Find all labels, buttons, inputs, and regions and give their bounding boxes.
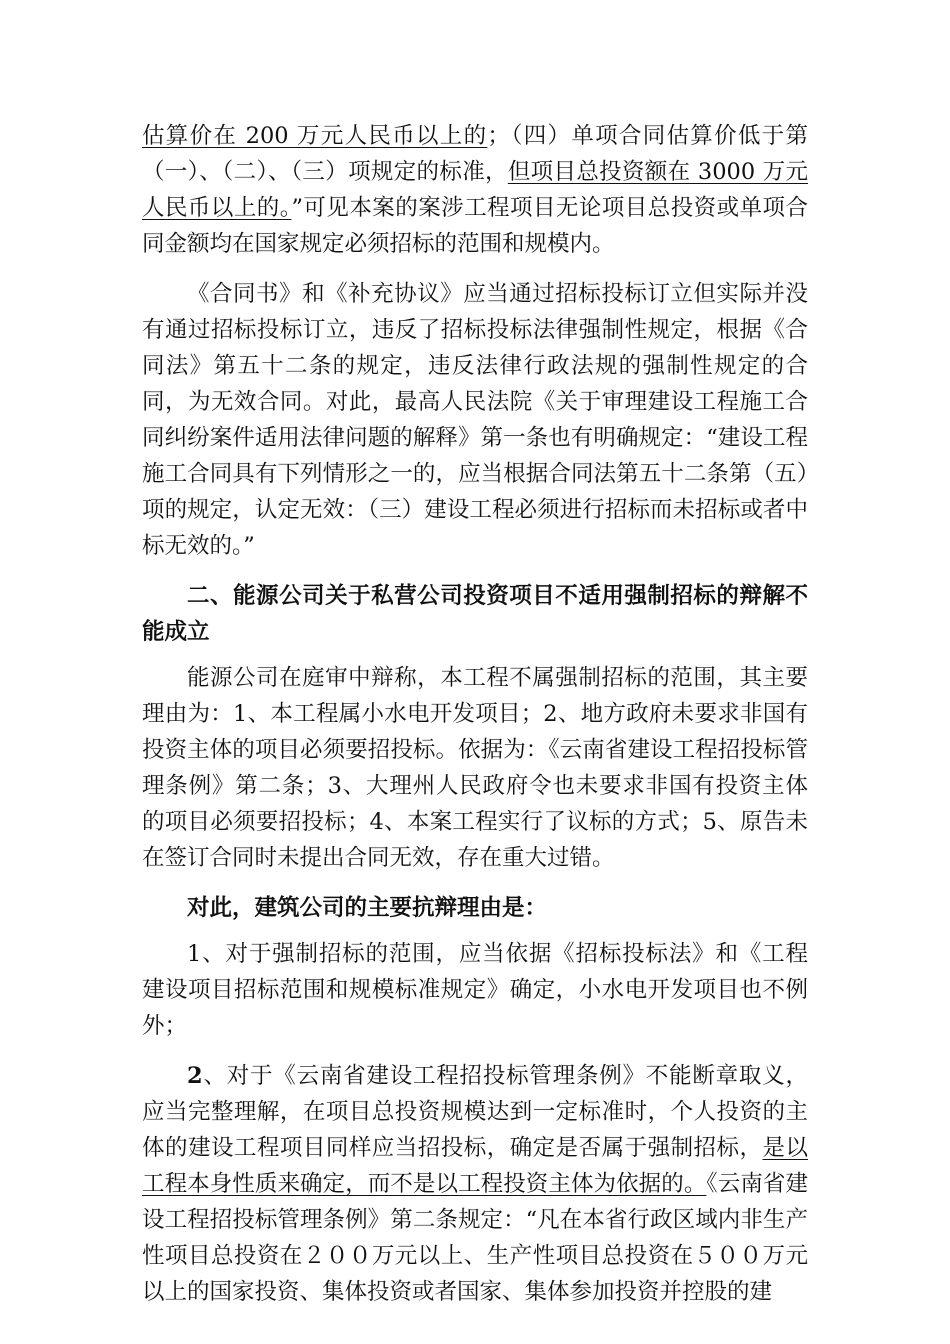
clause-text: ”可见本案的案涉工程项目无论项目总投资或单项合同金额均在国家规定必须招标的范围和规模内。 xyxy=(142,195,808,257)
section-heading-2: 二、能源公司关于私营公司投资项目不适用强制招标的辩解不能成立 xyxy=(142,583,808,645)
clause-text: 《云南省建设工程招投标管理条例》第二条规定：“凡在本省行政区域内非生产性项目总投资在２００万元以上、生产性项目总投资在５００万元以上的国家投资、集体投资或者国家、集体参加投资并控股的建 xyxy=(142,1171,808,1305)
paragraph-rebuttal-1: 1、对于强制招标的范围，应当依据《招标投标法》和《工程建设项目招标范围和规模标准规定》确定，小水电开发项目也不例外； xyxy=(142,941,808,1039)
clause-text: ；（四）单项合同估算价低于第（一）、（二）、（三）项规定的标准， xyxy=(142,123,808,185)
paragraph-energy-company-defense: 能源公司在庭审中辩称，本工程不属强制招标的范围，其主要理由为：1、本工程属小水电开发项目；2、地方政府未要求非国有投资主体的项目必须要招投标。依据为：《云南省建设工程招投标管理条例》第二条；3、大理州人民政府令也未要求非国有投资主体的项目必须要招投标；4、本案工程实行了议标的方式；5、原告未在签订合同时未提出合同无效，存在重大过错。 xyxy=(142,665,808,871)
underlined-clause: 但项目总投资额在 3000 万元人民币以上的。 xyxy=(142,159,808,221)
underlined-clause: 估算价在 200 万元人民币以上的 xyxy=(142,123,488,149)
document-page xyxy=(142,118,808,1310)
paragraph-contract-invalid: 《合同书》和《补充协议》应当通过招标投标订立但实际并没有通过招标投标订立，违反了招标投标法律强制性规定，根据《合同法》第五十二条的规定，违反法律行政法规的强制性规定的合同，为无效合同。对此，最高人民法院《关于审理建设工程施工合同纠纷案件适用法律问题的解释》第一条也有明确规定：“建设工程施工合同具有下列情形之一的，应当根据合同法第五十二条第（五）项的规定，认定无效：（三）建设工程必须进行招标而未招标或者中标无效的。” xyxy=(142,281,808,559)
paragraph-rebuttal-2 xyxy=(142,1058,808,1310)
paragraph-tender-thresholds xyxy=(142,118,808,262)
underlined-clause: 是以工程本身性质来确定，而不是以工程投资主体为依据的。 xyxy=(142,1135,808,1197)
clause-text: 、对于《云南省建设工程招投标管理条例》不能断章取义，应当完整理解，在项目总投资规模达到一定标准时，个人投资的主体的建设工程项目同样应当招投标，确定是否属于强制招标， xyxy=(142,1063,808,1161)
section-heading-rebuttal: 对此，建筑公司的主要抗辩理由是： xyxy=(187,895,548,921)
list-number: 2 xyxy=(187,1063,203,1089)
